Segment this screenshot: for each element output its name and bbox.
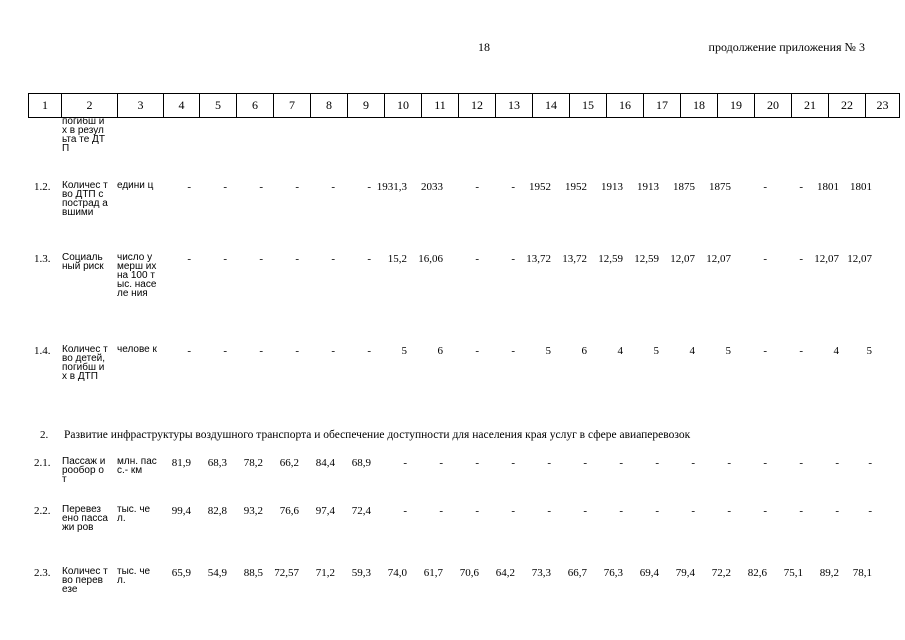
- table-cell: 12,07: [814, 253, 839, 265]
- table-cell: 72,57: [274, 567, 299, 579]
- header-col-14: 14: [533, 94, 570, 118]
- table-cell: -: [727, 457, 731, 469]
- table-cell: -: [187, 181, 191, 193]
- table-cell: 79,4: [675, 567, 695, 579]
- row-name: Пассаж ирообор от: [62, 456, 106, 485]
- row-name: погибш их в результа те ДТП: [62, 117, 105, 154]
- table-cell: -: [655, 505, 659, 517]
- table-cell: -: [475, 457, 479, 469]
- table-cell: 69,4: [639, 567, 659, 579]
- table-cell: 12,59: [598, 253, 623, 265]
- row-id: 1.3.: [34, 253, 51, 265]
- table-cell: 82,6: [747, 567, 767, 579]
- table-cell: 88,5: [243, 567, 263, 579]
- row-name: Перевез ено пассажи ров: [62, 504, 108, 533]
- header-row: [29, 94, 900, 118]
- table-cell: 12,07: [847, 253, 872, 265]
- table-cell: -: [331, 181, 335, 193]
- table-cell: 72,4: [351, 505, 371, 517]
- header-col-4: 4: [164, 94, 200, 118]
- row-unit: тыс. чел.: [117, 504, 151, 524]
- table-cell: 1801: [817, 181, 839, 193]
- row-id: 2.3.: [34, 567, 51, 579]
- table-cell: 93,2: [243, 505, 263, 517]
- table-cell: -: [331, 345, 335, 357]
- table-cell: -: [799, 457, 803, 469]
- table-cell: 12,59: [634, 253, 659, 265]
- table-cell: 1913: [601, 181, 623, 193]
- table-cell: -: [763, 457, 767, 469]
- row-name: Количес тво ДТП с пострад авшими: [62, 180, 108, 218]
- table-cell: 13,72: [526, 253, 551, 265]
- table-cell: 75,1: [783, 567, 803, 579]
- table-cell: -: [439, 457, 443, 469]
- table-cell: 6: [437, 345, 443, 357]
- table-cell: 78,2: [243, 457, 263, 469]
- table-cell: -: [799, 253, 803, 265]
- table-cell: -: [799, 181, 803, 193]
- table-cell: 64,2: [495, 567, 515, 579]
- table-cell: 71,2: [315, 567, 335, 579]
- table-cell: -: [331, 253, 335, 265]
- table-cell: 73,3: [531, 567, 551, 579]
- table-cell: -: [223, 253, 227, 265]
- table-cell: -: [583, 457, 587, 469]
- table-cell: -: [763, 345, 767, 357]
- table-cell: -: [367, 181, 371, 193]
- header-col-6: 6: [237, 94, 274, 118]
- table-cell: -: [583, 505, 587, 517]
- table-cell: -: [367, 345, 371, 357]
- header-col-23: 23: [866, 94, 900, 118]
- table-cell: 70,6: [459, 567, 479, 579]
- table-cell: -: [187, 345, 191, 357]
- table-cell: 68,9: [351, 457, 371, 469]
- table-cell: 5: [866, 345, 872, 357]
- table-cell: -: [259, 345, 263, 357]
- table-cell: 74,0: [387, 567, 407, 579]
- table-cell: -: [439, 505, 443, 517]
- table-cell: 66,7: [567, 567, 587, 579]
- table-cell: 2033: [421, 181, 443, 193]
- table-cell: 65,9: [171, 567, 191, 579]
- row-name: Количес тво детей, погибш их в ДТП: [62, 344, 108, 382]
- header-col-3: 3: [118, 94, 164, 118]
- table-cell: -: [763, 505, 767, 517]
- header-col-19: 19: [718, 94, 755, 118]
- table-cell: 76,6: [279, 505, 299, 517]
- table-cell: -: [835, 457, 839, 469]
- table-cell: -: [259, 181, 263, 193]
- table-cell: 1801: [850, 181, 872, 193]
- table-cell: 4: [689, 345, 695, 357]
- table-cell: -: [691, 505, 695, 517]
- table-cell: 1952: [529, 181, 551, 193]
- table-cell: 89,2: [819, 567, 839, 579]
- table-cell: 13,72: [562, 253, 587, 265]
- row-id: 1.4.: [34, 345, 51, 357]
- table-cell: -: [799, 345, 803, 357]
- table-cell: -: [511, 181, 515, 193]
- row-unit: едини ц: [117, 180, 154, 191]
- table-cell: 81,9: [171, 457, 191, 469]
- table-cell: -: [868, 505, 872, 517]
- table-cell: -: [511, 457, 515, 469]
- header-col-9: 9: [348, 94, 385, 118]
- table-cell: -: [475, 181, 479, 193]
- table-cell: -: [511, 505, 515, 517]
- table-cell: 1875: [673, 181, 695, 193]
- table-cell: -: [763, 253, 767, 265]
- table-cell: -: [403, 505, 407, 517]
- section-title: Развитие инфраструктуры воздушного транспорта и обеспечение доступности для населения края услуг в сфере авиаперевозок: [64, 429, 691, 441]
- table-cell: 4: [617, 345, 623, 357]
- table-cell: -: [655, 457, 659, 469]
- row-id: 2.2.: [34, 505, 51, 517]
- table-cell: 5: [401, 345, 407, 357]
- table-cell: 78,1: [852, 567, 872, 579]
- header-col-10: 10: [385, 94, 422, 118]
- table-cell: -: [619, 505, 623, 517]
- header-col-20: 20: [755, 94, 792, 118]
- table-cell: -: [259, 253, 263, 265]
- table-cell: -: [727, 505, 731, 517]
- table-cell: -: [511, 345, 515, 357]
- table-cell: -: [295, 345, 299, 357]
- header-col-7: 7: [274, 94, 311, 118]
- table-cell: 1875: [709, 181, 731, 193]
- table-cell: 99,4: [171, 505, 191, 517]
- table-cell: 61,7: [423, 567, 443, 579]
- table-cell: -: [475, 345, 479, 357]
- table-cell: 1952: [565, 181, 587, 193]
- row-unit: число умерш их на 100 тыс. населе ния: [117, 252, 157, 299]
- table-cell: -: [619, 457, 623, 469]
- table-body: [28, 117, 878, 640]
- row-id: 2.1.: [34, 457, 51, 469]
- table-cell: -: [295, 253, 299, 265]
- table-cell: 5: [725, 345, 731, 357]
- row-unit: млн. пасс.- км: [117, 456, 157, 476]
- table-cell: -: [223, 345, 227, 357]
- header-col-13: 13: [496, 94, 533, 118]
- table-cell: 12,07: [706, 253, 731, 265]
- header-col-16: 16: [607, 94, 644, 118]
- row-id: 1.2.: [34, 181, 51, 193]
- table-cell: -: [403, 457, 407, 469]
- table-cell: -: [835, 505, 839, 517]
- table-cell: 12,07: [670, 253, 695, 265]
- table-cell: 5: [653, 345, 659, 357]
- table-cell: 76,3: [603, 567, 623, 579]
- table-cell: 1931,3: [376, 181, 407, 193]
- table-cell: -: [223, 181, 227, 193]
- table-cell: 72,2: [711, 567, 731, 579]
- header-col-18: 18: [681, 94, 718, 118]
- table-cell: 5: [545, 345, 551, 357]
- continuation-label: продолжение приложения № 3: [708, 40, 865, 54]
- table-cell: 16,06: [418, 253, 443, 265]
- page-number: 18: [478, 40, 490, 54]
- header-col-22: 22: [829, 94, 866, 118]
- table-cell: -: [511, 253, 515, 265]
- table-cell: -: [367, 253, 371, 265]
- table-cell: -: [295, 181, 299, 193]
- table-cell: 82,8: [207, 505, 227, 517]
- table-cell: -: [475, 253, 479, 265]
- table-cell: 6: [581, 345, 587, 357]
- table-cell: 4: [833, 345, 839, 357]
- header-col-12: 12: [459, 94, 496, 118]
- table-cell: 59,3: [351, 567, 371, 579]
- row-unit: челове к: [117, 344, 157, 355]
- table-cell: 1913: [637, 181, 659, 193]
- table-cell: -: [187, 253, 191, 265]
- table-cell: 54,9: [207, 567, 227, 579]
- section-number: 2.: [40, 429, 49, 441]
- row-unit: тыс. чел.: [117, 566, 151, 586]
- table-cell: -: [691, 457, 695, 469]
- header-col-17: 17: [644, 94, 681, 118]
- table-cell: 66,2: [279, 457, 299, 469]
- header-col-21: 21: [792, 94, 829, 118]
- row-name: Количес тво перевезе: [62, 566, 108, 595]
- table-cell: -: [763, 181, 767, 193]
- header-col-1: 1: [29, 94, 62, 118]
- table-cell: 84,4: [315, 457, 335, 469]
- header-col-15: 15: [570, 94, 607, 118]
- table-cell: -: [547, 457, 551, 469]
- header-col-2: 2: [62, 94, 118, 118]
- table-cell: -: [547, 505, 551, 517]
- header-col-8: 8: [311, 94, 348, 118]
- table-cell: -: [868, 457, 872, 469]
- table-cell: 15,2: [387, 253, 407, 265]
- table-cell: 68,3: [207, 457, 227, 469]
- header-col-11: 11: [422, 94, 459, 118]
- table-cell: -: [799, 505, 803, 517]
- column-number-header: [28, 93, 900, 118]
- table-cell: -: [475, 505, 479, 517]
- row-name: Социаль ный риск: [62, 252, 104, 272]
- table-cell: 97,4: [315, 505, 335, 517]
- header-col-5: 5: [200, 94, 237, 118]
